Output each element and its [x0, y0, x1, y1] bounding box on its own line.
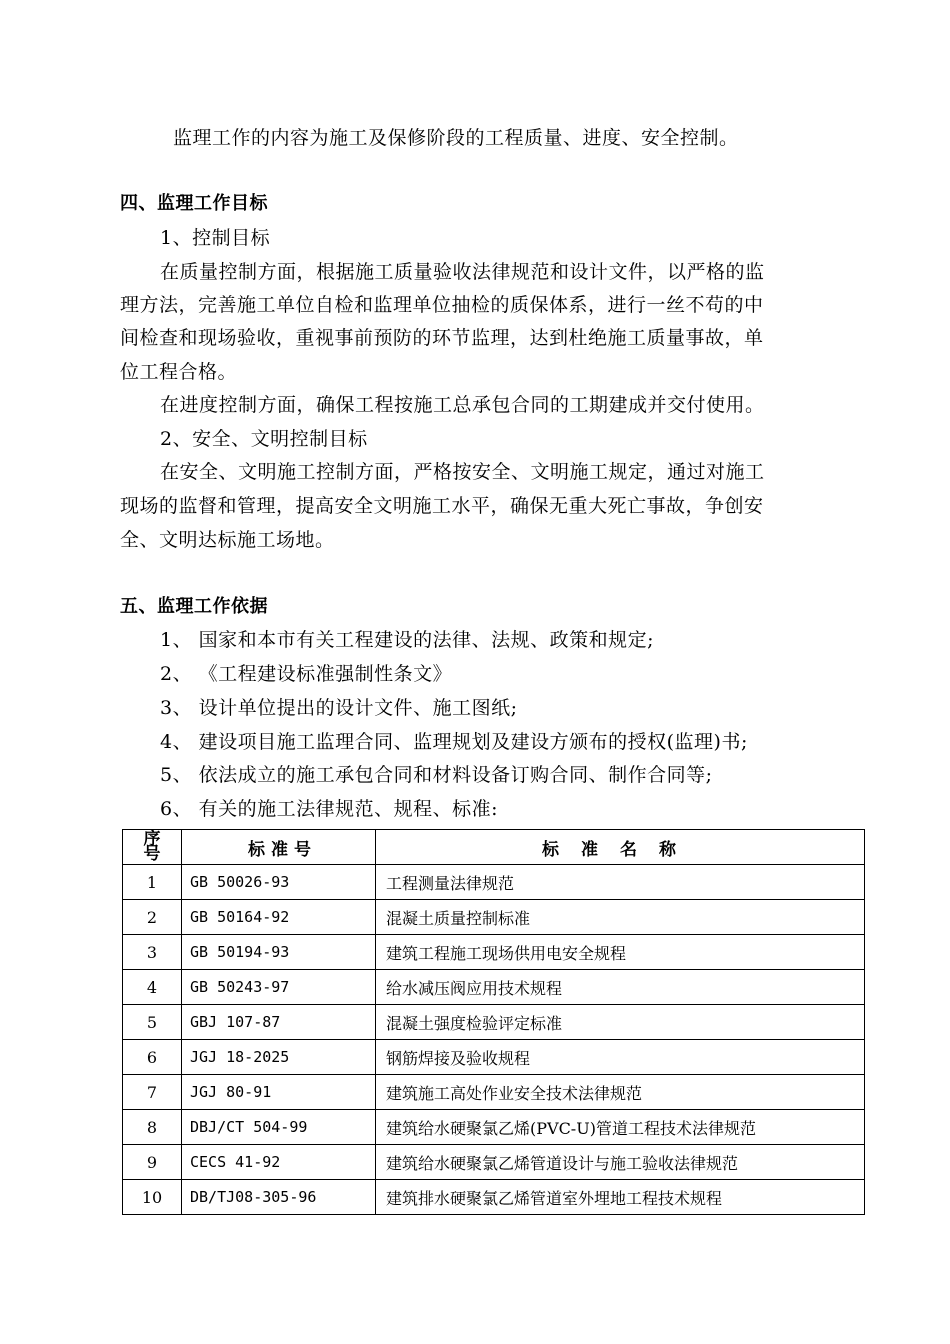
table-row [123, 1145, 865, 1180]
table-row [123, 865, 865, 900]
basis-list-item: 5、 依法成立的施工承包合同和材料设备订购合同、制作合同等; [160, 764, 713, 786]
row-standard-code: GB 50026-93 [182, 865, 376, 900]
row-standard-name: 建筑工程施工现场供用电安全规程 [376, 935, 865, 970]
row-standard-name: 建筑施工高处作业安全技术法律规范 [376, 1075, 865, 1110]
table-row [123, 1180, 865, 1215]
safety-paragraph-line: 在安全、文明施工控制方面，严格按安全、文明施工规定，通过对施工 [160, 461, 765, 483]
table-header-row [123, 830, 865, 865]
row-standard-code: GB 50243-97 [182, 970, 376, 1005]
standards-table [122, 829, 865, 1215]
row-standard-name: 建筑给水硬聚氯乙烯(PVC-U)管道工程技术法律规范 [376, 1110, 865, 1145]
row-number: 6 [123, 1040, 182, 1075]
basis-list-item: 3、 设计单位提出的设计文件、施工图纸; [160, 697, 518, 719]
row-standard-name: 钢筋焊接及验收规程 [376, 1040, 865, 1075]
row-number: 3 [123, 935, 182, 970]
row-standard-code: DB/TJ08-305-96 [182, 1180, 376, 1215]
row-standard-code: GBJ 107-87 [182, 1005, 376, 1040]
safety-paragraph-line: 现场的监督和管理，提高安全文明施工水平，确保无重大死亡事故，争创安 [120, 495, 764, 517]
table-row [123, 900, 865, 935]
quality-paragraph-line: 间检查和现场验收，重视事前预防的环节监理，达到杜绝施工质量事故，单 [120, 327, 764, 349]
row-standard-code: JGJ 18-2025 [182, 1040, 376, 1075]
basis-list-item: 4、 建设项目施工监理合同、监理规划及建设方颁布的授权(监理)书; [160, 731, 748, 753]
quality-paragraph-line: 在质量控制方面，根据施工质量验收法律规范和设计文件，以严格的监 [160, 261, 765, 283]
basis-list-item: 2、 《工程建设标准强制性条文》 [160, 663, 453, 685]
schedule-paragraph: 在进度控制方面，确保工程按施工总承包合同的工期建成并交付使用。 [160, 394, 765, 416]
row-standard-name: 混凝土质量控制标准 [376, 900, 865, 935]
quality-paragraph-line: 理方法，完善施工单位自检和监理单位抽检的质保体系，进行一丝不苟的中 [120, 294, 764, 316]
row-standard-code: GB 50194-93 [182, 935, 376, 970]
quality-paragraph-line: 位工程合格。 [120, 361, 238, 383]
header-serial-number [123, 830, 182, 865]
header-serial-line1: 序 [143, 829, 161, 849]
table-row [123, 970, 865, 1005]
row-number: 2 [123, 900, 182, 935]
row-number: 8 [123, 1110, 182, 1145]
row-standard-name: 建筑排水硬聚氯乙烯管道室外埋地工程技术规程 [376, 1180, 865, 1215]
row-standard-code: DBJ/CT 504-99 [182, 1110, 376, 1145]
section-5-heading: 五、监理工作依据 [120, 596, 268, 617]
row-number: 1 [123, 865, 182, 900]
row-standard-code: GB 50164-92 [182, 900, 376, 935]
basis-list-item: 1、 国家和本市有关工程建设的法律、法规、政策和规定; [160, 629, 655, 651]
row-standard-code: CECS 41-92 [182, 1145, 376, 1180]
section-4-subheading-2: 2、安全、文明控制目标 [160, 428, 368, 450]
section-4-subheading-1: 1、控制目标 [160, 227, 271, 249]
row-number: 9 [123, 1145, 182, 1180]
row-standard-name: 工程测量法律规范 [376, 865, 865, 900]
row-standard-name: 建筑给水硬聚氯乙烯管道设计与施工验收法律规范 [376, 1145, 865, 1180]
table-row [123, 1110, 865, 1145]
table-row [123, 1075, 865, 1110]
section-4-heading: 四、监理工作目标 [120, 193, 268, 214]
row-standard-name: 混凝土强度检验评定标准 [376, 1005, 865, 1040]
basis-list-item: 6、 有关的施工法律规范、规程、标准: [160, 798, 499, 820]
intro-paragraph: 监理工作的内容为施工及保修阶段的工程质量、进度、安全控制。 [173, 127, 739, 149]
table-row [123, 935, 865, 970]
row-number: 4 [123, 970, 182, 1005]
table-row [123, 1005, 865, 1040]
row-standard-code: JGJ 80-91 [182, 1075, 376, 1110]
safety-paragraph-line: 全、文明达标施工场地。 [120, 529, 335, 551]
row-number: 7 [123, 1075, 182, 1110]
row-number: 10 [123, 1180, 182, 1215]
row-standard-name: 给水减压阀应用技术规程 [376, 970, 865, 1005]
table-row [123, 1040, 865, 1075]
header-standard-code: 标准号 [182, 830, 376, 865]
header-serial-line2: 号 [143, 844, 161, 864]
header-standard-name: 标准名称 [376, 830, 865, 865]
row-number: 5 [123, 1005, 182, 1040]
